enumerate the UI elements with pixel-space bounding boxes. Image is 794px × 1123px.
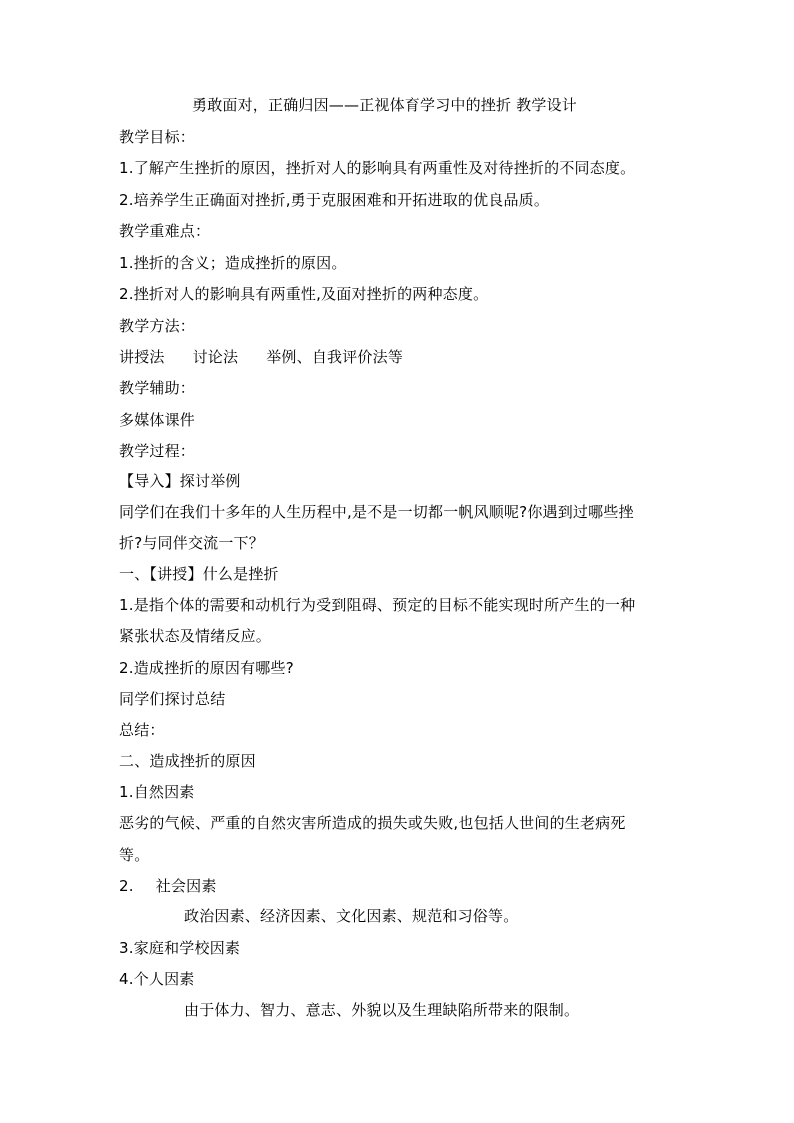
- document-title: 勇敢面对，正确归因——正视体育学习中的挫折 教学设计: [192, 96, 577, 114]
- process-heading: 教学过程：: [119, 442, 196, 460]
- section-2-heading: 二、造成挫折的原因: [119, 752, 256, 770]
- causes-question: 2.造成挫折的原因有哪些?: [119, 659, 294, 677]
- objective-item-2: 2.培养学生正确面对挫折,勇于克服困难和开拓进取的优良品质。: [119, 191, 550, 209]
- keypoint-item-2: 2.挫折对人的影响具有两重性,及面对挫折的两种态度。: [119, 285, 489, 303]
- aids-heading: 教学辅助：: [119, 379, 196, 397]
- cause-1-description-line-1: 恶劣的气候、严重的自然灾害所造成的损失或失败,也包括人世间的生老病死: [119, 814, 626, 832]
- definition-line-1: 1.是指个体的需要和动机行为受到阻碍、预定的目标不能实现时所产生的一种: [119, 596, 636, 614]
- cause-2-description: 政治因素、经济因素、文化因素、规范和习俗等。: [184, 907, 519, 925]
- method-item: 举例、自我评价法等: [266, 348, 404, 366]
- cause-2-label: 社会因素: [155, 877, 217, 895]
- method-item: 讨论法: [192, 348, 239, 366]
- keypoints-heading: 教学重难点：: [119, 222, 211, 240]
- aids-text: 多媒体课件: [119, 411, 196, 429]
- keypoint-item-1: 1.挫折的含义；造成挫折的原因。: [119, 254, 347, 272]
- summary-label: 总结：: [119, 721, 165, 739]
- cause-2-number: 2.: [119, 877, 134, 895]
- objectives-heading: 教学目标：: [119, 128, 196, 146]
- section-1-heading: 一、【讲授】什么是挫折: [119, 565, 279, 583]
- methods-heading: 教学方法：: [119, 317, 196, 335]
- method-item: 讲授法: [119, 348, 165, 366]
- objective-item-1: 1.了解产生挫折的原因，挫折对人的影响具有两重性及对待挫折的不同态度。: [119, 159, 636, 177]
- cause-4-description: 由于体力、智力、意志、外貌以及生理缺陷所带来的限制。: [184, 1001, 580, 1019]
- intro-paragraph-line-1: 同学们在我们十多年的人生历程中,是不是一切都一帆风顺呢?你遇到过哪些挫: [119, 503, 634, 521]
- methods-list: [119, 347, 403, 367]
- cause-3-title: 3.家庭和学校因素: [119, 939, 241, 957]
- intro-paragraph-line-2: 折?与同伴交流一下？: [119, 534, 264, 552]
- cause-2-title: [119, 876, 217, 896]
- cause-4-title: 4.个人因素: [119, 970, 195, 988]
- discussion-text: 同学们探讨总结: [119, 690, 226, 708]
- intro-heading: 【导入】探讨举例: [119, 472, 241, 490]
- cause-1-description-line-2: 等。: [119, 846, 150, 864]
- cause-1-title: 1.自然因素: [119, 783, 195, 801]
- definition-line-2: 紧张状态及情绪反应。: [119, 627, 272, 645]
